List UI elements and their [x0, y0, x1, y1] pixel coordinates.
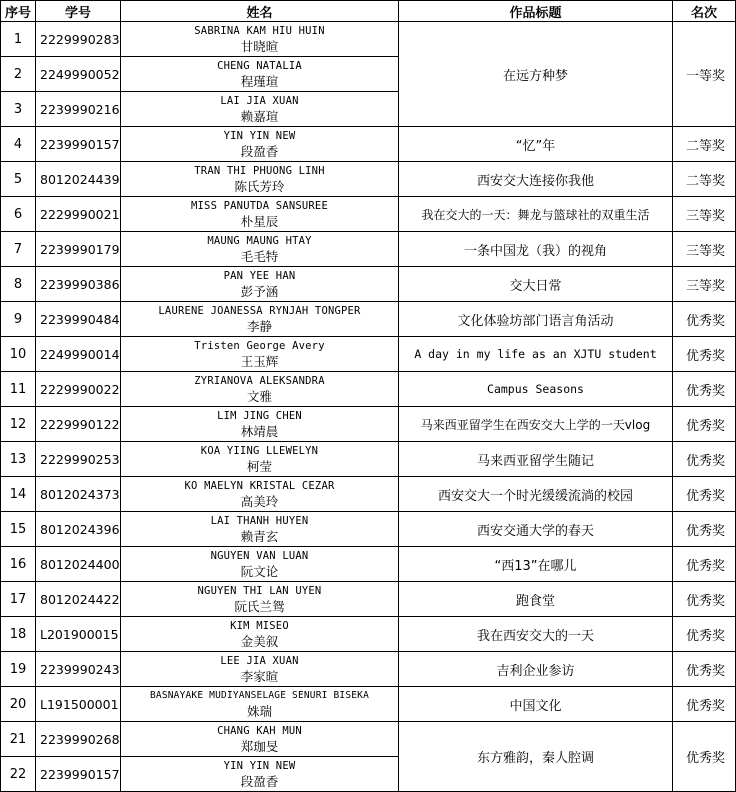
row-index: 19	[1, 652, 36, 687]
award: 优秀奖	[673, 337, 736, 372]
award: 三等奖	[673, 197, 736, 232]
table-row	[1, 127, 736, 162]
work-title: 我在交大的一天：舞龙与篮球社的双重生活	[399, 197, 673, 232]
student-id: 2229990283	[36, 22, 121, 57]
row-index: 21	[1, 722, 36, 757]
row-index: 7	[1, 232, 36, 267]
table-row	[1, 442, 736, 477]
row-index: 16	[1, 547, 36, 582]
name-en: YIN YIN NEW	[223, 760, 296, 772]
name-zh: 李静	[246, 319, 272, 334]
name-zh: 姝瑞	[246, 704, 272, 719]
work-title: 交大日常	[399, 267, 673, 302]
student-id: 2239990386	[36, 267, 121, 302]
work-title: 在远方种梦	[399, 22, 673, 127]
work-title: 马来西亚留学生随记	[399, 442, 673, 477]
row-index: 15	[1, 512, 36, 547]
name-en: MAUNG MAUNG HTAY	[207, 235, 312, 247]
work-title: 东方雅韵，秦人腔调	[399, 722, 673, 792]
student-name	[121, 617, 399, 652]
student-id: 8012024439	[36, 162, 121, 197]
student-id: 2239990216	[36, 92, 121, 127]
name-en: KOA YIING LLEWELYN	[200, 445, 319, 457]
work-title: “西13”在哪儿	[399, 547, 673, 582]
table-row	[1, 22, 736, 57]
name-en: TRAN THI PHUONG LINH	[194, 165, 325, 177]
student-id: 2239990179	[36, 232, 121, 267]
student-name	[121, 757, 399, 792]
row-index: 14	[1, 477, 36, 512]
row-index: 5	[1, 162, 36, 197]
name-en: LIM JING CHEN	[217, 410, 302, 422]
work-title: 文化体验坊部门语言角活动	[399, 302, 673, 337]
award: 优秀奖	[673, 582, 736, 617]
name-zh: 陈氏芳玲	[234, 179, 285, 194]
row-index: 18	[1, 617, 36, 652]
row-index: 8	[1, 267, 36, 302]
name-zh: 毛毛特	[240, 249, 279, 264]
name-zh: 王玉辉	[240, 354, 279, 369]
row-index: 3	[1, 92, 36, 127]
student-id: 2239990157	[36, 127, 121, 162]
row-index: 4	[1, 127, 36, 162]
header-student-id: 学号	[36, 1, 121, 22]
award: 三等奖	[673, 267, 736, 302]
name-en: BASNAYAKE MUDIYANSELAGE SENURI BISEKA	[149, 690, 370, 701]
name-zh: 金美叙	[240, 634, 279, 649]
student-id: 8012024422	[36, 582, 121, 617]
row-index: 10	[1, 337, 36, 372]
name-en: Tristen George Avery	[194, 340, 325, 352]
row-index: 22	[1, 757, 36, 792]
award: 优秀奖	[673, 722, 736, 792]
name-en: LEE JIA XUAN	[220, 655, 299, 667]
name-en: CHENG NATALIA	[217, 60, 302, 72]
name-zh: 李家暄	[240, 669, 279, 684]
student-id: L191500001	[36, 687, 121, 722]
work-title: 中国文化	[399, 687, 673, 722]
work-title: “忆”年	[399, 127, 673, 162]
student-id: 2239990157	[36, 757, 121, 792]
student-name	[121, 337, 399, 372]
student-id: 2239990268	[36, 722, 121, 757]
student-name	[121, 22, 399, 57]
student-name	[121, 477, 399, 512]
name-en: MISS PANUTDA SANSUREE	[191, 200, 328, 212]
work-title: A day in my life as an XJTU student	[399, 337, 673, 372]
work-title: 马来西亚留学生在西安交大上学的一天vlog	[399, 407, 673, 442]
work-title: 我在西安交大的一天	[399, 617, 673, 652]
work-title: 西安交大一个时光缓缓流淌的校园	[399, 477, 673, 512]
student-name	[121, 232, 399, 267]
student-id: L201900015	[36, 617, 121, 652]
table-row	[1, 617, 736, 652]
name-en: CHANG KAH MUN	[217, 725, 302, 737]
table-row	[1, 407, 736, 442]
award: 优秀奖	[673, 687, 736, 722]
table-row	[1, 512, 736, 547]
student-id: 2229990022	[36, 372, 121, 407]
name-en: NGUYEN VAN LUAN	[210, 550, 309, 562]
work-title: 西安交通大学的春天	[399, 512, 673, 547]
name-en: KIM MISEO	[230, 620, 289, 632]
name-zh: 阮文论	[240, 564, 279, 579]
name-en: LAI JIA XUAN	[220, 95, 299, 107]
student-name	[121, 162, 399, 197]
row-index: 11	[1, 372, 36, 407]
row-index: 17	[1, 582, 36, 617]
student-name	[121, 582, 399, 617]
header-row	[1, 1, 736, 22]
name-zh: 段盈香	[240, 144, 279, 159]
student-id: 8012024400	[36, 547, 121, 582]
name-zh: 朴星辰	[240, 214, 279, 229]
name-en: PAN YEE HAN	[223, 270, 296, 282]
name-zh: 赖青玄	[240, 529, 279, 544]
student-id: 2239990243	[36, 652, 121, 687]
student-name	[121, 512, 399, 547]
work-title: 跑食堂	[399, 582, 673, 617]
table-row	[1, 337, 736, 372]
student-name	[121, 652, 399, 687]
table-row	[1, 582, 736, 617]
name-zh: 彭予涵	[240, 284, 279, 299]
student-name	[121, 372, 399, 407]
student-id: 2249990014	[36, 337, 121, 372]
row-index: 6	[1, 197, 36, 232]
student-name	[121, 267, 399, 302]
student-id: 2239990484	[36, 302, 121, 337]
row-index: 1	[1, 22, 36, 57]
award: 三等奖	[673, 232, 736, 267]
award: 优秀奖	[673, 442, 736, 477]
award: 优秀奖	[673, 477, 736, 512]
award: 优秀奖	[673, 302, 736, 337]
table-row	[1, 267, 736, 302]
student-name	[121, 547, 399, 582]
row-index: 2	[1, 57, 36, 92]
table-row	[1, 372, 736, 407]
name-zh: 阮氏兰鸳	[234, 599, 285, 614]
name-en: KO MAELYN KRISTAL CEZAR	[184, 480, 335, 492]
student-id: 8012024396	[36, 512, 121, 547]
student-name	[121, 442, 399, 477]
table-row	[1, 477, 736, 512]
award: 优秀奖	[673, 407, 736, 442]
work-title: 一条中国龙（我）的视角	[399, 232, 673, 267]
work-title: 西安交大连接你我他	[399, 162, 673, 197]
student-id: 2229990021	[36, 197, 121, 232]
name-zh: 文雅	[246, 389, 272, 404]
header-award: 名次	[673, 1, 736, 22]
student-name	[121, 687, 399, 722]
table-row	[1, 197, 736, 232]
table-row	[1, 302, 736, 337]
table-row	[1, 162, 736, 197]
award: 优秀奖	[673, 547, 736, 582]
award: 优秀奖	[673, 617, 736, 652]
award: 二等奖	[673, 127, 736, 162]
header-idx: 序号	[1, 1, 36, 22]
award: 优秀奖	[673, 512, 736, 547]
row-index: 13	[1, 442, 36, 477]
header-name: 姓名	[121, 1, 399, 22]
student-name	[121, 407, 399, 442]
header-title: 作品标题	[399, 1, 673, 22]
student-name	[121, 197, 399, 232]
name-zh: 郑珈旻	[240, 739, 279, 754]
name-zh: 柯莹	[246, 459, 272, 474]
name-en: NGUYEN THI LAN UYEN	[197, 585, 322, 597]
row-index: 12	[1, 407, 36, 442]
award: 优秀奖	[673, 372, 736, 407]
name-zh: 段盈香	[240, 774, 279, 789]
table-row	[1, 722, 736, 757]
student-name	[121, 127, 399, 162]
name-en: YIN YIN NEW	[223, 130, 296, 142]
table-row	[1, 652, 736, 687]
table-row	[1, 232, 736, 267]
name-zh: 甘晓暄	[240, 39, 279, 54]
name-en: LAURENE JOANESSA RYNJAH TONGPER	[158, 305, 361, 317]
table-row	[1, 687, 736, 722]
student-id: 2249990052	[36, 57, 121, 92]
name-zh: 程瑾瑄	[240, 74, 279, 89]
name-zh: 赖嘉瑄	[240, 109, 279, 124]
student-id: 2229990122	[36, 407, 121, 442]
student-name	[121, 92, 399, 127]
table-row	[1, 547, 736, 582]
name-en: ZYRIANOVA ALEKSANDRA	[194, 375, 325, 387]
student-name	[121, 722, 399, 757]
award: 一等奖	[673, 22, 736, 127]
student-name	[121, 57, 399, 92]
name-en: LAI THANH HUYEN	[210, 515, 309, 527]
work-title: 吉利企业参访	[399, 652, 673, 687]
student-name	[121, 302, 399, 337]
name-zh: 高美玲	[240, 494, 279, 509]
name-en: SABRINA KAM HIU HUIN	[194, 25, 325, 37]
row-index: 20	[1, 687, 36, 722]
work-title: Campus Seasons	[399, 372, 673, 407]
student-id: 2229990253	[36, 442, 121, 477]
student-id: 8012024373	[36, 477, 121, 512]
award: 优秀奖	[673, 652, 736, 687]
name-zh: 林靖晨	[240, 424, 279, 439]
row-index: 9	[1, 302, 36, 337]
award: 二等奖	[673, 162, 736, 197]
